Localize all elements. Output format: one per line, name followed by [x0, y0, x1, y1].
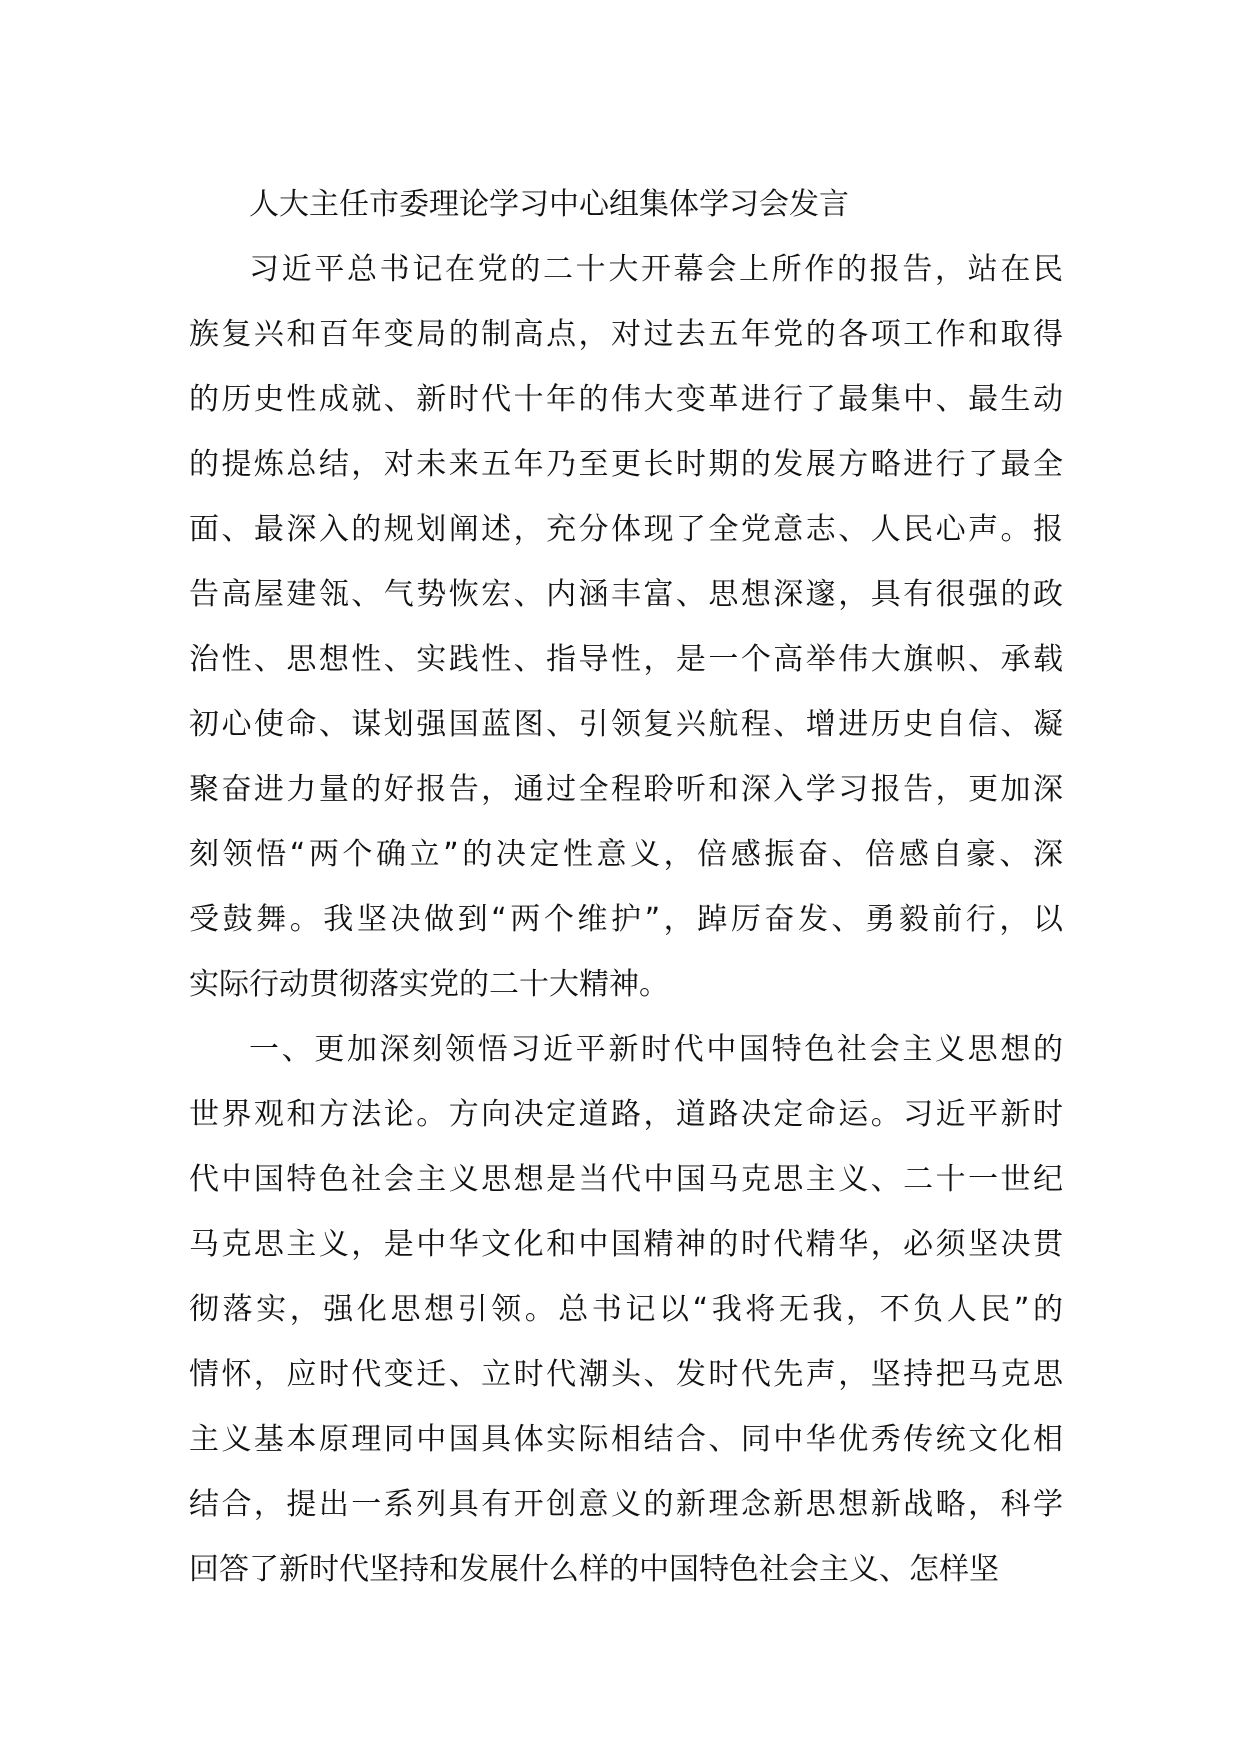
paragraph-line: 受鼓舞。我坚决做到“两个维护”，踔厉奋发、勇毅前行，以	[189, 902, 1063, 937]
paragraph-line: 世界观和方法论。方向决定道路，道路决定命运。习近平新时	[189, 1097, 1063, 1132]
paragraph-line: 面、最深入的规划阐述，充分体现了全党意志、人民心声。报	[189, 512, 1063, 547]
paragraph-line: 代中国特色社会主义思想是当代中国马克思主义、二十一世纪	[189, 1162, 1063, 1197]
paragraph-line: 刻领悟“两个确立”的决定性意义，倍感振奋、倍感自豪、深	[189, 837, 1063, 872]
paragraph-list	[189, 237, 1063, 1602]
paragraph-line: 初心使命、谋划强国蓝图、引领复兴航程、增进历史自信、凝	[189, 707, 1063, 742]
paragraph-line: 马克思主义，是中华文化和中国精神的时代精华，必须坚决贯	[189, 1227, 1063, 1262]
paragraph-line: 告高屋建瓴、气势恢宏、内涵丰富、思想深邃，具有很强的政	[189, 577, 1063, 612]
paragraph-line: 实际行动贯彻落实党的二十大精神。	[189, 967, 669, 1002]
paragraph-line: 结合，提出一系列具有开创意义的新理念新思想新战略，科学	[189, 1487, 1063, 1522]
paragraph-line: 彻落实，强化思想引领。总书记以“我将无我，不负人民”的	[189, 1292, 1063, 1327]
paragraph-line: 主义基本原理同中国具体实际相结合、同中华优秀传统文化相	[189, 1422, 1063, 1457]
paragraph-line: 族复兴和百年变局的制高点，对过去五年党的各项工作和取得	[189, 317, 1063, 352]
paragraph	[189, 1017, 1063, 1602]
paragraph-line: 聚奋进力量的好报告，通过全程聆听和深入学习报告，更加深	[189, 772, 1063, 807]
paragraph-line: 情怀，应时代变迁、立时代潮头、发时代先声，坚持把马克思	[189, 1357, 1063, 1392]
paragraph-line: 的历史性成就、新时代十年的伟大变革进行了最集中、最生动	[189, 382, 1063, 417]
paragraph-line: 治性、思想性、实践性、指导性，是一个高举伟大旗帜、承载	[189, 642, 1063, 677]
document-title: 人大主任市委理论学习中心组集体学习会发言	[249, 187, 849, 222]
paragraph-line: 一、更加深刻领悟习近平新时代中国特色社会主义思想的	[249, 1032, 1063, 1067]
paragraph	[189, 237, 1063, 1017]
paragraph-line: 的提炼总结，对未来五年乃至更长时期的发展方略进行了最全	[189, 447, 1063, 482]
document-body	[189, 172, 1063, 1602]
paragraph-line: 回答了新时代坚持和发展什么样的中国特色社会主义、怎样坚	[189, 1552, 999, 1587]
paragraph-line: 习近平总书记在党的二十大开幕会上所作的报告，站在民	[249, 252, 1063, 287]
